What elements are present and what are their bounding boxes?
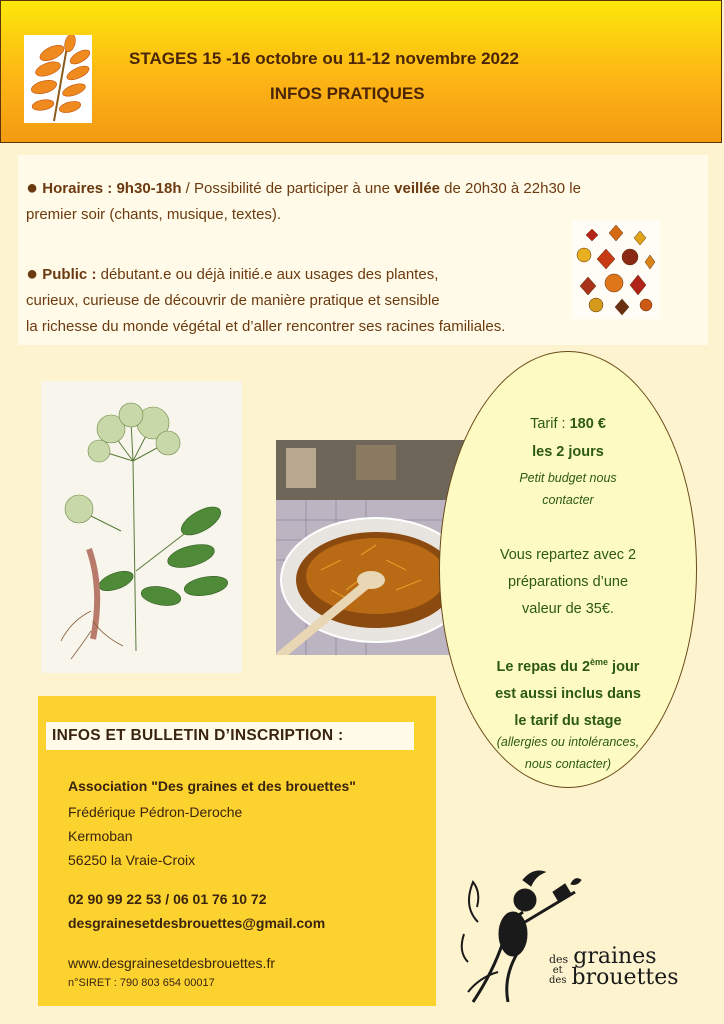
repas-b: jour [608, 658, 640, 675]
horaires-text-a: / Possibilité de participer à une [181, 180, 395, 197]
repas-a: Le repas du 2 [496, 658, 591, 675]
repas-sup: ème [590, 657, 609, 667]
public-paragraph [26, 261, 586, 340]
siret-number: n°SIRET : 790 803 654 00017 [68, 977, 215, 989]
contact-phone: 02 90 99 22 53 / 06 01 76 10 72 [68, 891, 267, 907]
association-name: Association "Des graines et des brouettes" [68, 778, 356, 794]
public-line2: curieux, curieuse de découvrir de manière pratique et sensible [26, 292, 440, 309]
des-graines-et-des-brouettes-logo [453, 862, 679, 1007]
horaires-text-b: de 20h30 à 22h30 le [440, 180, 581, 197]
logo-et: et [552, 965, 563, 976]
public-line1: débutant.e ou déjà initié.e aux usages des plantes, [100, 266, 439, 283]
public-line3: la richesse du monde végétal et d’aller rencontrer ses racines familiales. [26, 318, 506, 335]
contact-city: 56250 la Vraie-Croix [68, 852, 196, 868]
angelica-plant-illustration [41, 381, 242, 673]
logo-graines: graines [573, 944, 657, 969]
logo-brouettes: brouettes [571, 965, 679, 990]
budget-line2: contacter [542, 493, 594, 507]
preparations-text [468, 542, 668, 623]
budget-note [468, 467, 668, 511]
header-banner [0, 0, 722, 143]
contact-title: INFOS ET BULLETIN D’INSCRIPTION : [46, 722, 414, 750]
allergies-line2: nous contacter) [524, 757, 612, 771]
prep-line1: Vous repartez avec 2 [499, 547, 637, 563]
allergies-line1: (allergies ou intolérances, [496, 735, 640, 749]
tarif-price: 180 € [569, 416, 606, 432]
repas-text [468, 649, 668, 735]
bullet-icon: ● [26, 177, 39, 199]
contact-website[interactable]: www.desgrainesetdesbrouettes.fr [68, 955, 275, 971]
tarif-label: Tarif : [530, 416, 570, 432]
public-label: Public : [42, 266, 101, 283]
herbal-preparation-bowl-photo [276, 440, 466, 655]
contact-person: Frédérique Pédron-Deroche [68, 804, 243, 820]
horaires-label: Horaires : [42, 180, 117, 197]
prep-line2: préparations d’une [507, 574, 629, 590]
contact-email[interactable]: desgrainesetdesbrouettes@gmail.com [68, 915, 326, 931]
bullet-icon: ● [26, 263, 39, 285]
repas-line2: est aussi inclus dans [495, 685, 641, 702]
tarif-days: les 2 jours [532, 444, 604, 460]
allergies-note [468, 731, 668, 775]
infos-pratiques-title: INFOS PRATIQUES [270, 84, 425, 103]
prep-line3: valeur de 35€. [522, 601, 614, 617]
repas-line3: le tarif du stage [514, 712, 622, 729]
contact-place: Kermoban [68, 828, 133, 844]
horaires-text-c: premier soir (chants, musique, textes). [26, 206, 282, 223]
stage-dates-title: STAGES 15 -16 octobre ou 11-12 novembre 2022 [129, 49, 519, 68]
logo-des-1: des [549, 953, 569, 966]
autumn-leaf-branch-icon [24, 35, 92, 123]
budget-line1: Petit budget nous [519, 471, 617, 485]
logo-des-2: des [549, 975, 567, 986]
veillee-text: veillée [394, 180, 441, 197]
autumn-leaves-collage-icon [572, 221, 660, 319]
horaires-time: 9h30-18h [116, 180, 182, 197]
tarif-line [468, 413, 668, 435]
